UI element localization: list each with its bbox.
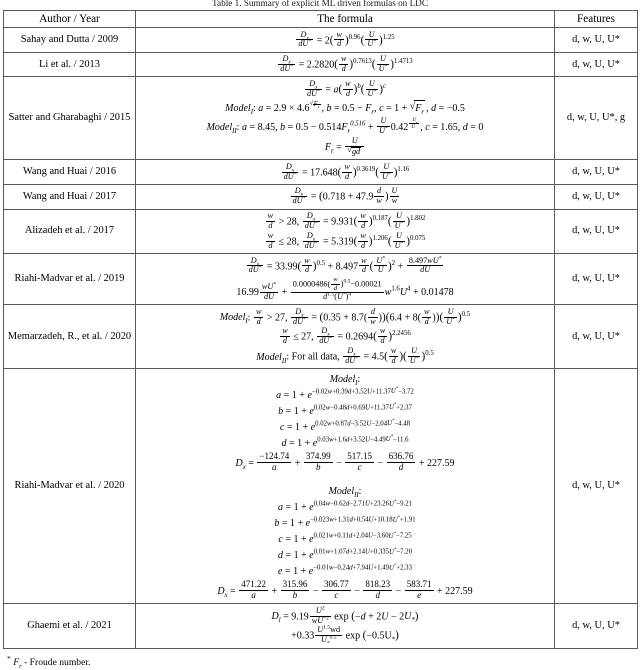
author-year: Alizadeh et al. / 2017 — [4, 209, 136, 253]
table-row — [4, 52, 638, 77]
formula-line: $\frac{w}{d}$ ≤ 28, $\frac{D_x}{dU^*}$ = 5.319( $\frac{w}{d}$ )$^{1.206}$( $\frac{U}{U^*}$ )$^{0.075}$ — [267, 230, 426, 250]
formula-line: $a = 1 + e^{0.04w-0.62d-2.71U+23.26U^*-9.21}$ — [277, 498, 413, 514]
formula-cell — [136, 305, 555, 369]
table-row — [4, 77, 638, 160]
model-2-title: Model$_{II}$: — [328, 486, 362, 500]
formula-line: Model$_{II}$: a = 8.45, $b = 0.5 - 0.514F_r^{0.516}$ + $\frac{U}{U^*}$ 0.42 $^{\frac{U}{U^*}}$ , c = 1.65, d = 0 — [206, 116, 484, 136]
features-cell: d, w, U, U* — [555, 184, 638, 209]
formula-line: $\frac{w}{d}$ ≤ 27, $\frac{D_x}{dU^*}$ = 0.2694( $\frac{w}{d}$ )$^{2.2456}$ — [282, 326, 411, 346]
features-cell: d, w, U, U* — [555, 209, 638, 253]
column-header-author: Author / Year — [4, 11, 136, 28]
author-year: Li et al. / 2013 — [4, 52, 136, 77]
formulas-table — [3, 10, 638, 649]
features-cell: d, w, U, U* — [555, 604, 638, 648]
features-cell: d, w, U, U* — [555, 369, 638, 604]
formula-line: $a = 1 + e^{-0.02w+0.39d+3.52U+11.37U^*-3.72}$ — [276, 386, 414, 401]
author-year: Memarzadeh, R., et al. / 2020 — [4, 305, 136, 369]
table-row — [4, 254, 638, 305]
formula-line: Model$_I$: a = 2.9 × 4.6 √ $^{F_r}$ , $b = 0.5 - F_r$, c = 1 + √ $F_r$ , d = −0.5 — [139, 99, 551, 116]
formula-cell — [136, 184, 555, 209]
author-year: Ghaemi et al. / 2021 — [4, 604, 136, 648]
table-row — [4, 184, 638, 209]
formula-line: $D_x$ = $\frac{-124.74}{a}$ + $\frac{374.99}{b}$ − $\frac{517.15}{c}$ − $\frac{636.76}{d}$ + 227.59 — [235, 450, 455, 472]
formula-cell — [136, 160, 555, 185]
formula-line: $D_l = 9.19$ $\frac{U^2}{wU^{*2}}$ $\exp (-d + 2U - 2U_*)$ — [271, 604, 419, 625]
column-header-formula: The formula — [136, 11, 555, 28]
formula-line: Model$_{II}$: For all data, $\frac{D_x}{dU^*}$ = 4.5( $\frac{w}{d}$ )( $\frac{U}{U^*}$ )$^{0.5}$ — [256, 346, 434, 365]
author-year: Riahi-Madvar et al. / 2019 — [4, 254, 136, 305]
formula-cell — [136, 28, 555, 53]
table-row — [4, 305, 638, 369]
formula-line: $b = 1 + e^{-0.023w+1.31d+0.54U+10.18U^*+1.91}$ — [274, 514, 416, 530]
model-1-title: Model$_I$: — [329, 373, 361, 387]
formula-line: $c = 1 + e^{0.02w+0.87d-3.52U-2.04U^*-4.48}$ — [279, 418, 411, 433]
author-year: Satter and Gharabaghi / 2015 — [4, 77, 136, 160]
table-row — [4, 369, 638, 604]
formula-line: $\frac{D_x}{dU^*}$ = a( $\frac{w}{d}$ )$^b$( $\frac{U}{U^*}$ )$^c$ — [307, 78, 386, 98]
formula-line: $D_x$ = $\frac{471.22}{a}$ + $\frac{315.96}{b}$ − $\frac{306.77}{c}$ − $\frac{818.23}{d}$ − $\frac{583.71}{e}$ + 227.59 — [217, 579, 473, 600]
formula-cell — [136, 209, 555, 253]
formula-line: $\frac{D_x}{dU^*}$ = 2.2820( $\frac{w}{d}$ )$^{0.7613}$( $\frac{U}{U^*}$ )$^{1.4713}$ — [280, 54, 413, 74]
formula-line: $\frac{D_x}{dU^*}$ = 2( $\frac{w}{d}$ )$^{0.96}$( $\frac{U}{U^*}$ )$^{1.25}$ — [298, 29, 395, 49]
features-cell: d, w, U, U* — [555, 52, 638, 77]
formula-cell — [136, 52, 555, 77]
formula-line: $d = 1 + e^{0.01w+1.07d+2.14U+0.335U^*-7.20}$ — [277, 546, 413, 562]
column-header-features: Features — [555, 11, 638, 28]
formula-line: +0.33 $\frac{U^{1.5}wd}{U_*^{0.5}}$ $\exp (-0.5U_*)$ — [291, 624, 399, 647]
formula-line: $d = 1 + e^{0.03w+1.6d+3.52U-4.49U^*-11.6}$ — [281, 434, 409, 449]
formula-line: $\frac{w}{d}$ > 28, $\frac{D_x}{dU^*}$ = 9.931( $\frac{w}{d}$ )$^{0.187}$( $\frac{U}{U^*}$ )$^{1.802}$ — [267, 211, 426, 230]
formula-line: $e = 1 + e^{-0.01w-0.24d+7.94U+1.49U^*+2.33}$ — [278, 562, 412, 578]
author-year: Riahi-Madvar et al. / 2020 — [4, 369, 136, 604]
formula-line: $F_r$ = U √ gd — [139, 136, 551, 157]
author-year: Wang and Huai / 2016 — [4, 160, 136, 185]
table-caption: Table 1. Summary of explicit ML driven formulas on LDC — [212, 0, 428, 8]
footnote-text: - Froude number. — [21, 656, 91, 668]
features-cell: d, w, U, U* — [555, 254, 638, 305]
table-row — [4, 604, 638, 648]
formula-cell — [136, 369, 555, 604]
formula-line: $\frac{D_x}{dU^*}$ = 33.99( $\frac{w}{d}$ )$^{0.5}$ + 8.497 $\frac{w}{d}$ ( $\frac{U^*}{U}$ )$^2$ + $\frac{8.497wU^*}{dU}$ — [248, 254, 442, 275]
table-footnote — [3, 653, 637, 669]
table-row — [4, 209, 638, 253]
author-year: Sahay and Dutta / 2009 — [4, 28, 136, 53]
formula-line: $\frac{D_x}{dU^*}$ = 17.648( $\frac{w}{d}$ )$^{0.3619}$( $\frac{U}{U^*}$ )$^{1.16}$ — [283, 161, 410, 181]
table-row — [4, 28, 638, 53]
footnote-symbol: $F_r$ — [13, 656, 22, 670]
formula-cell — [136, 254, 555, 305]
formula-cell — [136, 604, 555, 648]
spacer — [139, 473, 551, 484]
features-cell: d, w, U, U* — [555, 28, 638, 53]
table-row — [4, 160, 638, 185]
formula-line: 16.99 $\frac{wU^*}{dU}$ + 0.0000486( $\frac{w}{d}$ )$^{0.5}$−0.00021 $d^{1.5}(U^*)^4$ $w^{1.6}U^4 + 0.01478$ — [236, 276, 454, 301]
formula-line: $b = 1 + e^{0.02w-0.48d+0.69U+11.37U^*+2.37}$ — [278, 402, 412, 417]
features-cell: d, w, U, U* — [555, 160, 638, 185]
table-header-row — [4, 11, 638, 28]
formula-line: $\frac{D_x}{dU^*}$ = (0.718 + 47.9 $\frac{d}{w}$ ) $\frac{U}{w}$ — [292, 186, 398, 206]
formula-cell — [136, 77, 555, 160]
author-year: Wang and Huai / 2017 — [4, 184, 136, 209]
formula-line: $c = 1 + e^{0.021w+0.11d+2.04U-3.60U^*-7.25}$ — [278, 530, 412, 546]
features-cell: d, w, U, U* — [555, 305, 638, 369]
formula-line: Model$_I$: $\frac{w}{d}$ > 27, $\frac{D_x}{dU^*}$ = (0.35 + 8.7( $\frac{d}{w}$ ))(6.4 + 8( $\frac{w}{d}$ ))( $\frac{U}{U^*}$ )$^{0.5}$ — [219, 306, 471, 326]
features-cell: d, w, U, U*, g — [555, 77, 638, 160]
footnote-marker: * — [7, 653, 11, 663]
